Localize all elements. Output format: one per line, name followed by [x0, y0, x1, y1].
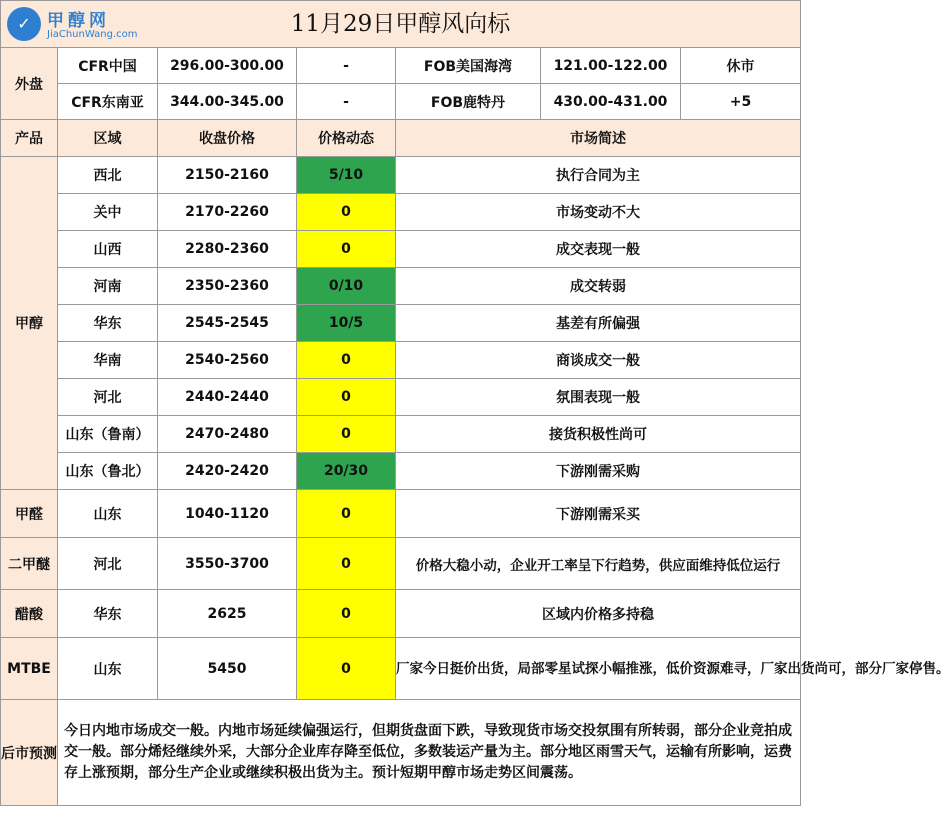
- external-price: 430.00-431.00: [541, 84, 681, 120]
- external-row: [1, 84, 801, 120]
- external-change: -: [297, 48, 396, 84]
- header-product: 产品: [1, 120, 58, 157]
- price-cell: 2280-2360: [158, 231, 297, 268]
- forecast-label: 后市预测: [1, 700, 58, 806]
- dynamic-cell: 0: [297, 416, 396, 453]
- header-market-summary: 市场简述: [396, 120, 801, 157]
- forecast-text: 今日内地市场成交一般。内地市场延续偏强运行，但期货盘面下跌，导致现货市场交投氛围有所转弱，部分企业竞拍成交一般。部分烯烃继续外采，大部分企业库存降至低位，多数装运产量为主。部分地区雨雪天气，运输有所影响，运费存上涨预期，部分生产企业或继续积极出货为主。预计短期甲醇市场走势区间震荡。: [58, 700, 801, 806]
- region-cell: 山东（鲁南）: [58, 416, 158, 453]
- header-region: 区域: [58, 120, 158, 157]
- external-price: 344.00-345.00: [158, 84, 297, 120]
- external-market-name: CFR中国: [58, 48, 158, 84]
- region-cell: 河北: [58, 538, 158, 590]
- table-row: [1, 490, 801, 538]
- dynamic-cell: 0: [297, 490, 396, 538]
- region-cell: 河北: [58, 379, 158, 416]
- price-cell: 5450: [158, 638, 297, 700]
- price-cell: 2150-2160: [158, 157, 297, 194]
- product-cell: 醋酸: [1, 590, 58, 638]
- price-cell: 3550-3700: [158, 538, 297, 590]
- region-cell: 关中: [58, 194, 158, 231]
- external-market-name: FOB美国海湾: [396, 48, 541, 84]
- price-cell: 2440-2440: [158, 379, 297, 416]
- title-row: [1, 1, 801, 48]
- price-cell: 2625: [158, 590, 297, 638]
- region-cell: 山东: [58, 490, 158, 538]
- table-row: [1, 538, 801, 590]
- table-row: [1, 194, 801, 231]
- summary-cell: 区域内价格多持稳: [396, 590, 801, 638]
- external-market-name: FOB鹿特丹: [396, 84, 541, 120]
- region-cell: 华南: [58, 342, 158, 379]
- logo-domain: JiaChunWang.com: [47, 29, 138, 40]
- region-cell: 山东（鲁北）: [58, 453, 158, 490]
- external-change: 休市: [681, 48, 801, 84]
- summary-cell: 厂家今日挺价出货，局部零星试探小幅推涨，低价资源难寻，厂家出货尚可，部分厂家停售。: [396, 638, 801, 700]
- dynamic-cell: 0/10: [297, 268, 396, 305]
- table-row: [1, 590, 801, 638]
- dynamic-cell: 0: [297, 638, 396, 700]
- brand-logo: [7, 5, 157, 45]
- summary-cell: 氛围表现一般: [396, 379, 801, 416]
- table-row: [1, 305, 801, 342]
- header-price-dynamic: 价格动态: [297, 120, 396, 157]
- summary-cell: 执行合同为主: [396, 157, 801, 194]
- price-cell: 1040-1120: [158, 490, 297, 538]
- forecast-row: [1, 700, 801, 806]
- table-row: [1, 268, 801, 305]
- dynamic-cell: 10/5: [297, 305, 396, 342]
- price-cell: 2170-2260: [158, 194, 297, 231]
- price-cell: 2420-2420: [158, 453, 297, 490]
- price-cell: 2470-2480: [158, 416, 297, 453]
- summary-cell: 下游刚需采购: [396, 453, 801, 490]
- summary-cell: 下游刚需采买: [396, 490, 801, 538]
- summary-cell: 成交表现一般: [396, 231, 801, 268]
- region-cell: 华东: [58, 590, 158, 638]
- external-row: [1, 48, 801, 84]
- external-market-name: CFR东南亚: [58, 84, 158, 120]
- external-price: 296.00-300.00: [158, 48, 297, 84]
- dynamic-cell: 0: [297, 194, 396, 231]
- table-row: [1, 231, 801, 268]
- price-cell: 2350-2360: [158, 268, 297, 305]
- summary-cell: 接货积极性尚可: [396, 416, 801, 453]
- product-cell: 二甲醚: [1, 538, 58, 590]
- dynamic-cell: 20/30: [297, 453, 396, 490]
- dynamic-cell: 5/10: [297, 157, 396, 194]
- page-title: 11月29日甲醇风向标: [290, 11, 511, 37]
- product-cell: 甲醛: [1, 490, 58, 538]
- region-cell: 华东: [58, 305, 158, 342]
- external-change: -: [297, 84, 396, 120]
- external-price: 121.00-122.00: [541, 48, 681, 84]
- table-row: [1, 157, 801, 194]
- logo-icon: ✓: [7, 7, 41, 41]
- header-row: [1, 120, 801, 157]
- external-label: 外盘: [1, 48, 58, 120]
- header-close-price: 收盘价格: [158, 120, 297, 157]
- dynamic-cell: 0: [297, 538, 396, 590]
- summary-cell: 价格大稳小动，企业开工率呈下行趋势，供应面维持低位运行: [396, 538, 801, 590]
- region-cell: 山西: [58, 231, 158, 268]
- product-cell: 甲醇: [1, 157, 58, 490]
- region-cell: 山东: [58, 638, 158, 700]
- table-row: [1, 379, 801, 416]
- dynamic-cell: 0: [297, 379, 396, 416]
- price-cell: 2545-2545: [158, 305, 297, 342]
- summary-cell: 基差有所偏强: [396, 305, 801, 342]
- summary-cell: 商谈成交一般: [396, 342, 801, 379]
- summary-cell: 成交转弱: [396, 268, 801, 305]
- dynamic-cell: 0: [297, 590, 396, 638]
- table-row: [1, 416, 801, 453]
- external-change: +5: [681, 84, 801, 120]
- region-cell: 河南: [58, 268, 158, 305]
- region-cell: 西北: [58, 157, 158, 194]
- logo-name: 甲醇网: [47, 11, 110, 31]
- price-cell: 2540-2560: [158, 342, 297, 379]
- dynamic-cell: 0: [297, 342, 396, 379]
- title-cell: [1, 1, 801, 48]
- table-row: [1, 638, 801, 700]
- table-row: [1, 342, 801, 379]
- table-row: [1, 453, 801, 490]
- product-cell: MTBE: [1, 638, 58, 700]
- dynamic-cell: 0: [297, 231, 396, 268]
- summary-cell: 市场变动不大: [396, 194, 801, 231]
